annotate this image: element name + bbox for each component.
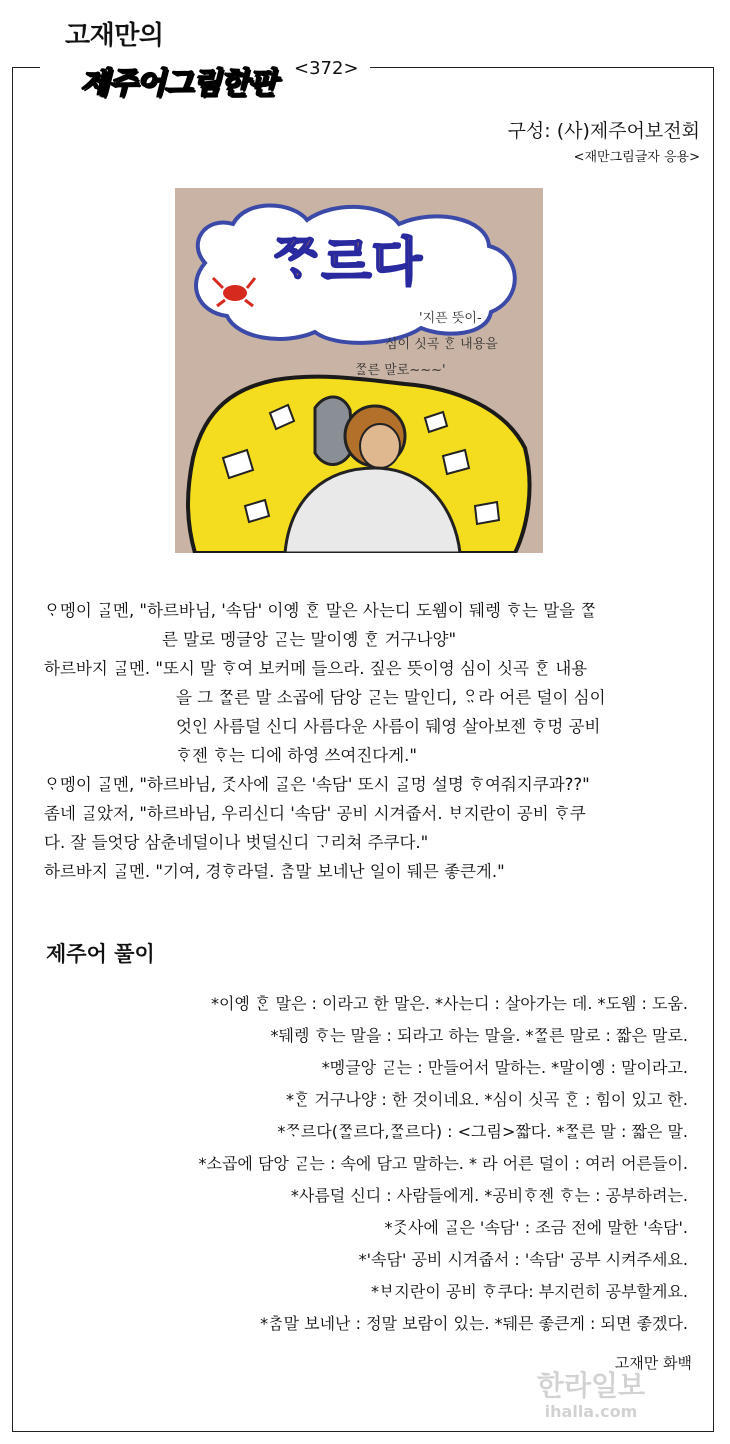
glossary-list [8, 988, 688, 1340]
glossary-line: *ᄍᆞ르다(ᄍᆞᆯ르다,ᄍᆞᆯ르다) : <그림>짧다. *ᄍᆞᆯ른 말 : 짧은 말. [277, 1122, 688, 1141]
glossary-line: *이옝 ᄒᆞᆫ 말은 : 이라고 한 말은. *사는디 : 살아가는 데. *도웸 : 도움. [210, 994, 688, 1013]
dialogue-line: 하르바지 ᄀᆞᆯ멘. "기여, 경ᄒᆞ라덜. ᄎᆞᆷ말 보네난 일이 뒈믄 좋큰게." [44, 862, 505, 881]
watermark [506, 1370, 676, 1422]
glossary-line: *사름덜 신디 : 사람들에게. *공비ᄒᆞ젠 ᄒᆞ는 : 공부하려는. [290, 1186, 688, 1205]
glossary-line: *ᄇᆞ지란이 공비 ᄒᆞ쿠다: 부지런히 공부할게요. [370, 1282, 688, 1301]
svg-text:심이 싯곡 ᄒᆞᆫ 내용을: 심이 싯곡 ᄒᆞᆫ 내용을 [385, 337, 498, 352]
dialogue-line: 을 그 ᄍᆞᆯ른 말 소곱에 담앙 ᄀᆞᆮ는 말인디, ᄋᆢ라 어른 덜이 심이 [176, 688, 606, 707]
dialogue-line: 좀네 ᄀᆞᆯ았저, "하르바님, 우리신디 '속담' 공비 시겨줍서. ᄇᆞ지란이 공비 ᄒᆞ쿠 [44, 804, 586, 823]
glossary-line: *소곱에 담앙 ᄀᆞᆮ는 : 속에 담고 말하는. * 라 어른 덜이 : 여러 어른들이. [198, 1154, 688, 1173]
illustration-title: ᄍᆞ르다 [271, 233, 422, 293]
glossary-line: *멩글앙 ᄀᆞᆮ는 : 만들어서 말하는. *말이옝 : 말이라고. [321, 1058, 688, 1077]
dialogue-line: ᄒᆞ젠 ᄒᆞ는 디에 하영 쓰여진다게." [176, 746, 418, 765]
dialogue-line: 엇인 사름덜 신디 사름다운 사름이 뒈영 살아보젠 ᄒᆞ멍 공비 [176, 717, 601, 736]
svg-text:'지픈 뜻이-: '지픈 뜻이- [419, 311, 482, 326]
dialogue-line: ᄋᆞ멩이 ᄀᆞᆯ멘, "하르바님, ᄌᆞᆺ사에 ᄀᆞᆯ은 '속담' 또시 ᄀᆞᆯ멍 설명 ᄒᆞ여줘지쿠과??" [44, 775, 590, 794]
watermark-logo: 한라일보 [536, 1369, 646, 1402]
dialogue-line: ᄋᆞ멩이 ᄀᆞᆯ멘, "하르바님, '속담' 이옝 ᄒᆞᆫ 말은 사는디 도웸이 뒈렝 ᄒᆞ는 말을 ᄍᆞᆯ [44, 601, 597, 620]
illustration [175, 188, 543, 553]
dialogue-line: 하르바지 ᄀᆞᆯ멘. "또시 말 ᄒᆞ여 보커메 들으라. 짚은 뜻이영 심이 싯곡 ᄒᆞᆫ 내용 [44, 659, 588, 678]
glossary-title: 제주어 풀이 [46, 942, 155, 966]
watermark-url: ihalla.com [544, 1402, 638, 1421]
glossary-line: *ᄌᆞᆺ사에 ᄀᆞᆯ은 '속담' : 조금 전에 말한 '속담'. [384, 1218, 688, 1237]
header-series-logo: 제주어그림한판 [70, 56, 286, 104]
dialogue-line: 른 말로 멩글앙 ᄀᆞᆮ는 말이옝 ᄒᆞᆫ 거구나양" [162, 630, 457, 649]
svg-text:ᄍᆞᆯ른 말로~~~': ᄍᆞᆯ른 말로~~~' [355, 363, 446, 378]
credit-sub: <재만그림글자 응용> [573, 150, 700, 165]
credit-main: 구성: (사)제주어보전회 [507, 120, 700, 142]
glossary-line: *ᄎᆞᆷ말 보네난 : 정말 보람이 있는. *뒈믄 좋큰게 : 되면 좋겠다. [260, 1314, 688, 1333]
dialogue-text [44, 596, 694, 886]
header-author: 고재만의 [65, 21, 164, 51]
glossary-line: *뒈렝 ᄒᆞ는 말을 : 되라고 하는 말을. *ᄍᆞᆯ른 말로 : 짧은 말로. [270, 1026, 688, 1045]
glossary-line: *'속담' 공비 시겨줍서 : '속담' 공부 시켜주세요. [358, 1250, 688, 1269]
dialogue-line: 다. 잘 들엇당 삼춘네덜이나 벗덜신디 ᄀᆞ리쳐 주쿠다." [44, 833, 429, 852]
illustration-svg [175, 188, 543, 553]
signature: 고재만 화백 [614, 1354, 692, 1372]
glossary-line: *ᄒᆞᆫ 거구나양 : 한 것이네요. *심이 싯곡 ᄒᆞᆫ : 힘이 있고 한. [285, 1090, 688, 1109]
header-issue-number: <372> [290, 58, 363, 79]
